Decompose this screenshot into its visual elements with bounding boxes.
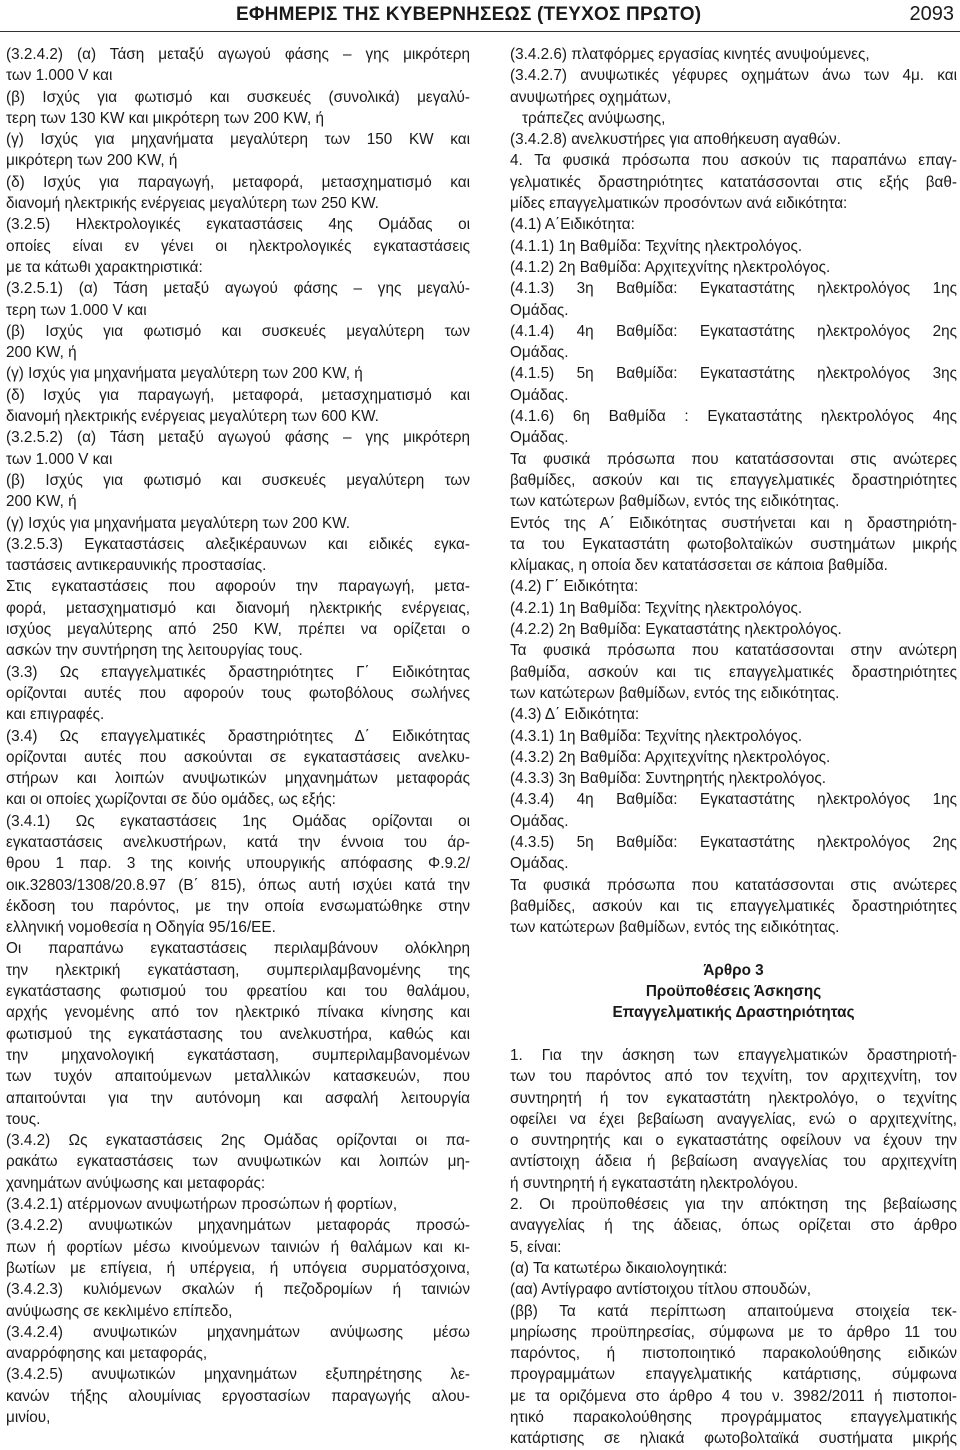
text-line: (4.3.1) 1η Βαθμίδα: Τεχνίτης ηλεκτρολόγος.	[510, 727, 803, 745]
text-line: τους.	[6, 1110, 41, 1128]
text-line: (δ) Ισχύς για παραγωγή, μεταφορά, μετασχηματισμό και	[6, 173, 470, 191]
text-line: (γ) Ισχύς για μηχανήματα μεγαλύτερη των 200 KW, ή	[6, 365, 363, 383]
text-line: (4.1.5) 5η Βαθμίδα: Εγκαταστάτης ηλεκτρολόγος 3ης	[510, 365, 957, 383]
text-line: των κατώτερων βαθμίδων, εντός της ειδικότητας.	[510, 684, 840, 702]
text-line: (4.1.2) 2η Βαθμίδα: Αρχιτεχνίτης ηλεκτρολόγος.	[510, 258, 831, 276]
text-line: (3.2.5.3) Εγκαταστάσεις αλεξικέραυνων και ειδικές εγκα-	[6, 535, 470, 553]
text-line: κατάρτισης σε ηλιακά φωτοβολταϊκά συστήματα μικρής	[510, 1430, 957, 1448]
text-line: (4.3) Δ΄ Ειδικότητα:	[510, 706, 640, 724]
text-line: ή συντηρητή ή εγκαταστάτη ηλεκτρολόγου.	[510, 1174, 799, 1192]
text-line: 200 KW, ή	[6, 493, 77, 511]
text-line: ανυψωτήρες οχημάτων,	[510, 88, 672, 106]
text-line: (4.1.6) 6η Βαθμίδα : Εγκαταστάτης ηλεκτρολόγος 4ης	[510, 408, 957, 426]
gazette-title: ΕΦΗΜΕΡΙΣ ΤΗΣ ΚΥΒΕΡΝΗΣΕΩΣ (ΤΕΥΧΟΣ ΠΡΩΤΟ)	[236, 4, 702, 25]
text-line: έκδοση του παρόντος, με την οποία ενσωματώθηκε στην	[6, 897, 470, 915]
text-line: (3.4.2.6) πλατφόρμες εργασίας κινητές ανυψούμενες,	[510, 46, 870, 63]
text-line: βαθμίδες, ασκούν και τις επαγγελματικές δραστηριότητες	[510, 471, 957, 489]
text-line: (4.1.4) 4η Βαθμίδα: Εγκαταστάτης ηλεκτρολόγος 2ης	[510, 322, 957, 340]
text-line: 1. Για την άσκηση των επαγγελματικών δραστηριοτή-	[510, 1046, 957, 1064]
text-line: (β) Ισχύς για φωτισμό και συσκευές (συνολικά) μεγαλύ-	[6, 88, 470, 106]
article-heading-line: Προϋποθέσεις Άσκησης	[645, 983, 822, 1001]
text-line: (β) Ισχύς για φωτισμό και συσκευές μεγαλύτερη των	[6, 322, 470, 340]
text-line: πων ή φορτίων μέσω κινούμενων ταινιών ή θαλάμων και κι-	[6, 1238, 470, 1256]
text-line: (3.4.2) Ως εγκαταστάσεις 2ης Ομάδας ορίζονται οι πα-	[6, 1132, 470, 1150]
text-line: (4.3.3) 3η Βαθμίδα: Συντηρητής ηλεκτρολόγος.	[510, 770, 827, 788]
text-line: φωτισμού της εγκατάστασης του ανελκυστήρα, καθώς και	[6, 1025, 470, 1043]
text-line: Ομάδας.	[510, 429, 569, 447]
text-line: 2. Οι προϋποθέσεις για την απόκτηση της βεβαίωσης	[510, 1196, 957, 1214]
text-line: προγραμμάτων επαγγελματικής κατάρτισης, σύμφωνα	[510, 1366, 957, 1384]
text-line: συντηρητή ή τον εγκαταστάτη ηλεκτρολόγο, ο τεχνίτης	[510, 1089, 957, 1107]
text-line: των κατώτερων βαθμίδων, εντός της ειδικότητας.	[510, 493, 840, 511]
text-line: αναρρόφησης και μεταφοράς,	[6, 1345, 208, 1363]
text-line: των τυχόν απαιτούμενων μεταλλικών κατασκευών, που	[6, 1068, 470, 1086]
page-header	[0, 0, 960, 40]
text-line: (4.1) Α΄Ειδικότητα:	[510, 216, 635, 234]
page-number: 2093	[909, 3, 954, 25]
text-line: (γ) Ισχύς για μηχανήματα μεγαλύτερη των 150 KW και	[6, 131, 470, 149]
text-line: αρχής γενομένης από τον ηλεκτρικό πίνακα κίνησης και	[6, 1004, 470, 1022]
text-line: Εντός της Α΄ Ειδικότητας συστήνεται και η δραστηριότη-	[510, 514, 957, 532]
right-text-column	[510, 44, 957, 1450]
text-line: (4.2) Γ΄ Ειδικότητα:	[510, 578, 639, 596]
text-line: οικ.32803/1308/20.8.97 (Β΄ 815), όπως αυτή ισχύει κατά την	[6, 876, 470, 894]
text-line: ταστάσεις αντικεραυνικής προστασίας.	[6, 557, 267, 575]
text-line: Στις εγκαταστάσεις που αφορούν την παραγωγή, μετα-	[6, 578, 470, 596]
text-line: θρου 1 παρ. 3 της κοινής υπουργικής απόφασης Φ.9.2/	[6, 855, 470, 873]
text-line: την μηχανολογική εγκατάσταση, συμπεριλαμβανομένων	[6, 1046, 470, 1064]
text-line: μίδες επαγγελματικών προσόντων ανά ειδικότητα:	[510, 195, 848, 213]
text-line: (4.3.4) 4η Βαθμίδα: Εγκαταστάτης ηλεκτρολόγος 1ης	[510, 791, 957, 809]
text-line: (4.1.1) 1η Βαθμίδα: Τεχνίτης ηλεκτρολόγος.	[510, 237, 803, 255]
header-divider	[0, 31, 960, 32]
text-line: (3.4) Ως επαγγελματικές δραστηριότητες Δ΄ Ειδικότητας	[6, 727, 470, 745]
text-line: Ομάδας.	[510, 812, 569, 830]
text-line: (α) Τα κατωτέρω δικαιολογητικά:	[510, 1259, 728, 1277]
article-heading-line: Επαγγελματικής Δραστηριότητας	[612, 1004, 855, 1022]
text-line: (4.2.2) 2η Βαθμίδα: Εγκαταστάτης ηλεκτρολόγος.	[510, 621, 842, 639]
text-line: των του παρόντος από τον τεχνίτη, τον αρχιτεχνίτη, τον	[510, 1068, 957, 1086]
text-line: και επιγραφές.	[6, 706, 105, 724]
text-line: βαθμίδα, ασκούν και τις επαγγελματικές δραστηριότητες	[510, 663, 957, 681]
text-line: Ομάδας.	[510, 301, 569, 319]
text-line: μικρότερη των 200 KW, ή	[6, 152, 178, 170]
text-line: αναγγελίας ή της άδειας, όπως ορίζεται στο άρθρο	[510, 1217, 957, 1235]
text-line: Ομάδας.	[510, 386, 569, 404]
text-line: φορά, μετασχηματισμό και διανομή ηλεκτρικής ενέργειας,	[6, 599, 470, 617]
text-line: Οι παραπάνω εγκαταστάσεις περιλαμβάνουν ολόκληρη	[6, 940, 470, 958]
text-line: ητικό παρακολούθησης προγράμματος επαγγελματικής	[510, 1409, 957, 1426]
text-line: (ββ) Τα κατά περίπτωση απαιτούμενα στοιχεία τεκ-	[510, 1302, 957, 1320]
text-line: με τα κάτωθι χαρακτηριστικά:	[6, 258, 203, 276]
text-line: (3.2.5.2) (α) Τάση μεταξύ αγωγού φάσης – γης μικρότερη	[6, 429, 470, 447]
text-line: με τα οριζόμενα στο άρθρο 4 του ν. 3982/2011 ή πιστοποι-	[510, 1387, 957, 1405]
text-line: (4.1.3) 3η Βαθμίδα: Εγκαταστάτης ηλεκτρολόγος 1ης	[510, 280, 957, 298]
text-line: 5, είναι:	[510, 1238, 562, 1256]
text-line: τερη των 1.000 V και	[6, 301, 147, 319]
text-line: οφείλει να έχει βεβαίωση αναγγελίας, ενώ ο αρχιτεχνίτης,	[510, 1110, 957, 1128]
text-line: (3.4.2.5) ανυψωτικών μηχανημάτων εξυπηρέτησης λε-	[6, 1366, 470, 1384]
text-line: εγκαταστάσεις ανελκυστήρων, κατά την έννοια του άρ-	[6, 833, 470, 851]
text-line: (3.4.2.7) ανυψωτικές γέφυρες οχημάτων άνω των 4μ. και	[510, 67, 957, 85]
text-line: Τα φυσικά πρόσωπα που κατατάσσονται στην ανώτερη	[510, 642, 957, 660]
article-heading-line: Άρθρο 3	[703, 961, 764, 979]
text-line: Ομάδας.	[510, 855, 569, 873]
text-line: (γ) Ισχύς για μηχανήματα μεγαλύτερη των 200 KW.	[6, 514, 351, 532]
text-line: ο συντηρητής και ο εγκαταστάτης οφείλουν να έχουν την	[510, 1132, 957, 1150]
text-line: Ομάδας.	[510, 344, 569, 362]
text-line: μηρίωσης προϋπηρεσίας, σύμφωνα με το άρθρο 11 του	[510, 1323, 957, 1341]
text-line: (3.2.5) Ηλεκτρολογικές εγκαταστάσεις 4ης Ομάδας οι	[6, 216, 470, 234]
text-line: των 1.000 V και	[6, 450, 113, 468]
text-line: των κατώτερων βαθμίδων, εντός της ειδικότητας.	[510, 919, 840, 937]
text-line: οποίες είναι εν γένει οι ηλεκτρολογικές εγκαταστάσεις	[6, 237, 470, 255]
text-line: αντίστοιχη άδεια ή βεβαίωση αναγγελίας του αρχιτεχνίτη	[510, 1153, 957, 1171]
text-line: των 1.000 V και	[6, 67, 113, 85]
text-line: (4.2.1) 1η Βαθμίδα: Τεχνίτης ηλεκτρολόγος.	[510, 599, 803, 617]
text-line: στήρων και λοιπών ανυψωτικών μηχανημάτων μεταφοράς	[6, 770, 470, 788]
text-line: (4.3.2) 2η Βαθμίδα: Αρχιτεχνίτης ηλεκτρολόγος.	[510, 748, 831, 766]
text-line: την ηλεκτρική εγκατάσταση, συμπεριλαμβανομένης της	[6, 961, 470, 979]
text-line: (3.4.2.8) ανελκυστήρες για αποθήκευση αγαθών.	[510, 131, 841, 149]
text-line: (4.3.5) 5η Βαθμίδα: Εγκαταστάτης ηλεκτρολόγος 2ης	[510, 833, 957, 851]
text-line: και οι οποίες χωρίζονται σε δύο ομάδες, ως εξής:	[6, 791, 336, 809]
text-line: μινίου,	[6, 1409, 51, 1426]
text-line: (3.2.5.1) (α) Τάση μεταξύ αγωγού φάσης – γης μεγαλύ-	[6, 280, 470, 298]
text-line: (αα) Αντίγραφο αντίστοιχου τίτλου σπουδών,	[510, 1281, 812, 1299]
text-line: παρόντος, ή πιστοποιητικό παρακολούθησης ειδικών	[510, 1345, 957, 1363]
text-line: ρακάτω εγκαταστάσεις των ανυψωτικών και λοιπών μη-	[6, 1153, 470, 1171]
text-line: γελματικές δραστηριότητες κατατάσσονται στις εξής βαθ-	[510, 173, 957, 191]
text-line: κλίμακας, η οποία δεν κατατάσσεται σε κάποια βαθμίδα.	[510, 557, 888, 575]
text-line: ανύψωσης σε κεκλιμένο επίπεδο,	[6, 1302, 233, 1320]
text-line: διανομή ηλεκτρικής ενέργειας μεγαλύτερη των 250 KW.	[6, 195, 379, 213]
text-line: ασκών την συντήρηση της λειτουργίας τους.	[6, 642, 303, 660]
text-line: τράπεζες ανύψωσης,	[522, 109, 666, 127]
text-line: Τα φυσικά πρόσωπα που κατατάσσονται στις ανώτερες	[510, 450, 957, 468]
text-line: χανημάτων ανύψωσης και μεταφοράς:	[6, 1174, 266, 1192]
text-line: (3.4.2.3) κυλιόμενων σκαλών ή πεζοδρομίων ή ταινιών	[6, 1281, 470, 1299]
text-line: ορίζονται αυτές που ασκούνται σε εγκαταστάσεις ανελκυ-	[6, 748, 470, 766]
text-line: κανών τήξης αλουμίνιας εργοστασίων παραγωγής αλου-	[6, 1387, 470, 1405]
text-line: βωτίων με επίγεια, ή υπέργεια, ή υπόγεια συρματόσχοινα,	[6, 1259, 470, 1277]
text-line: απαιτούνται για την αυτόνομη και ασφαλή λειτουργία	[6, 1089, 470, 1107]
text-line: ορίζονται αυτές που αφορούν τους φωτοβόλους σωλήνες	[6, 684, 470, 702]
text-line: (3.4.2.4) ανυψωτικών μηχανημάτων ανύψωσης μέσω	[6, 1323, 470, 1341]
text-line: ισχύος μεγαλύτερης από 250 KW, πρέπει να ορίζεται ο	[6, 621, 470, 639]
text-line: Τα φυσικά πρόσωπα που κατατάσσονται στις ανώτερες	[510, 876, 957, 894]
text-line: 4. Τα φυσικά πρόσωπα που ασκούν τις παραπάνω επαγ-	[510, 152, 957, 170]
text-line: διανομή ηλεκτρικής ενέργειας μεγαλύτερη των 600 KW.	[6, 408, 379, 426]
text-line: (3.3) Ως επαγγελματικές δραστηριότητες Γ΄ Ειδικότητας	[6, 663, 470, 681]
text-line: (3.2.4.2) (α) Τάση μεταξύ αγωγού φάσης – γης μικρότερη	[6, 46, 470, 63]
text-line: βαθμίδες, ασκούν και τις επαγγελματικές δραστηριότητες	[510, 897, 957, 915]
text-line: (δ) Ισχύς για παραγωγή, μεταφορά, μετασχηματισμό και	[6, 386, 470, 404]
text-line: τα του Εγκαταστάτη φωτοβολταϊκών συστημάτων μικρής	[510, 535, 957, 553]
left-text-column	[6, 44, 470, 1428]
text-line	[510, 1024, 957, 1045]
text-line: (3.4.2.1) ατέρμονων ανυψωτήρων προσώπων ή φορτίων,	[6, 1196, 398, 1214]
text-line	[510, 938, 957, 959]
text-line: 200 KW, ή	[6, 344, 77, 362]
text-line: (3.4.1) Ως εγκαταστάσεις 1ης Ομάδας ορίζονται οι	[6, 812, 470, 830]
text-line: (3.4.2.2) ανυψωτικών μηχανημάτων μεταφοράς προσώ-	[6, 1217, 470, 1235]
text-line: ελληνική νομοθεσία η Οδηγία 95/16/ΕΕ.	[6, 919, 276, 937]
text-line: τερη των 130 KW και μικρότερη των 200 KW, ή	[6, 109, 325, 127]
text-line: (β) Ισχύς για φωτισμό και συσκευές μεγαλύτερη των	[6, 471, 470, 489]
text-line: εγκατάστασης φωτισμού του φρεατίου και του θαλάμου,	[6, 983, 470, 1001]
